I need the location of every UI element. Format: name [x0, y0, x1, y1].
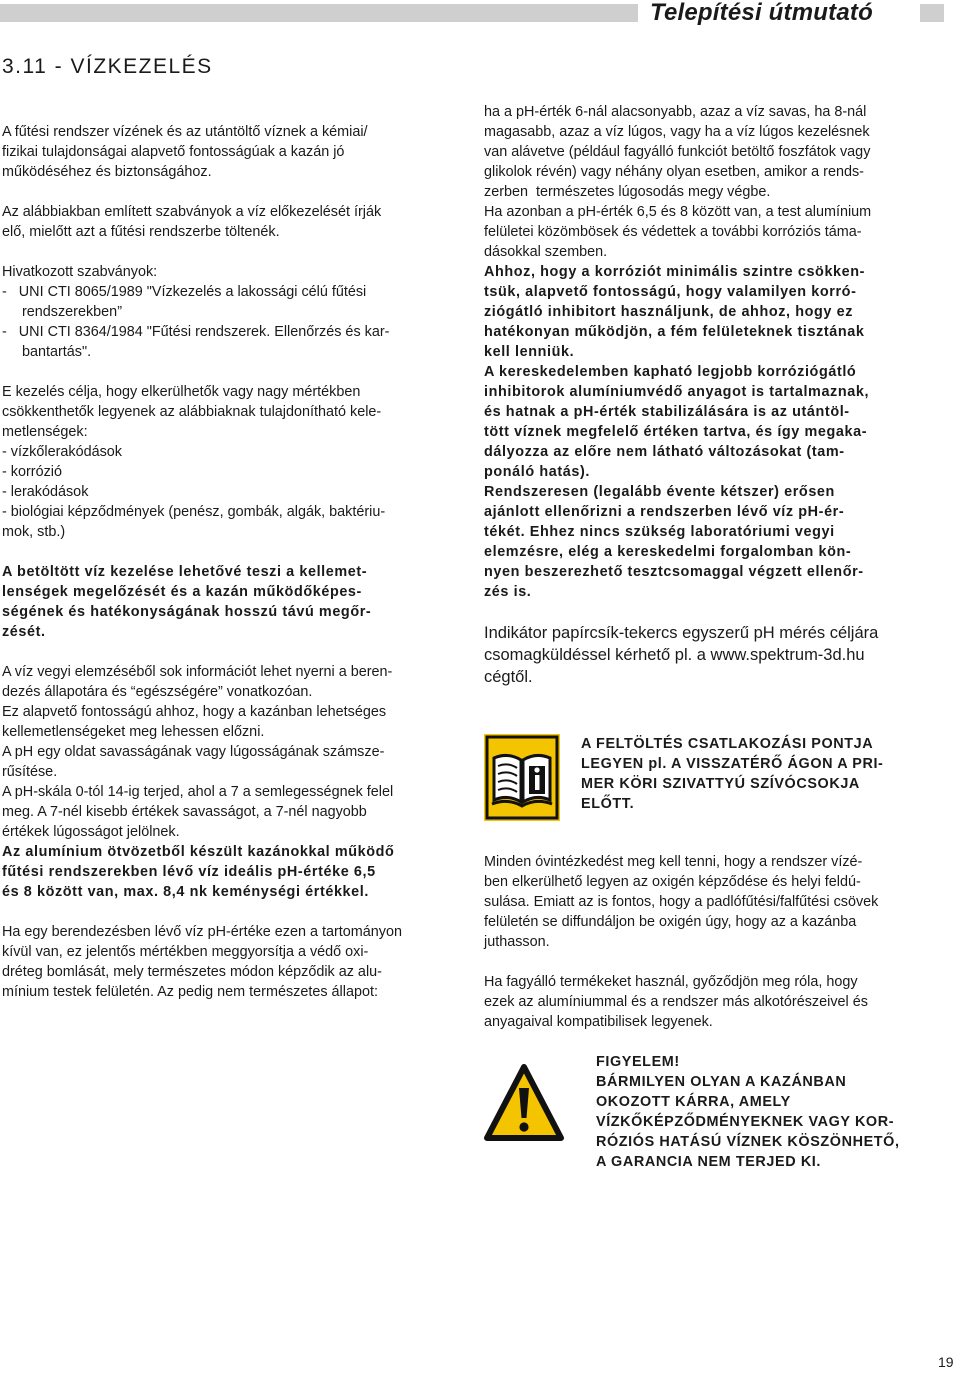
- bold-paragraph: [2, 842, 457, 902]
- note-text: [581, 734, 943, 814]
- text-line: van alávetve (például fagyálló funkciót betöltő foszfátok vagy: [484, 144, 871, 160]
- text-line: A pH egy oldat savasságának vagy lúgosságának számsze-: [2, 744, 385, 760]
- text-line: Az alumínium ötvözetből készült kazánokkal működő: [2, 844, 395, 860]
- text-line: ségének és hatékonyságának hosszú távú megőr-: [2, 604, 372, 620]
- text-line: Indikátor papírcsík-tekercs egyszerű pH mérés céljára: [484, 624, 879, 642]
- text-line: fűtési rendszerekben lévő víz ideális pH-értéke 6,5: [2, 864, 376, 880]
- text-line: bantartás".: [2, 344, 92, 360]
- text-line: felületén se diffundáljon be oxigén úgy, hogy az a kazánba: [484, 914, 857, 930]
- text-line: Ahhoz, hogy a korróziót minimális szintre csökken-: [484, 264, 866, 280]
- text-line: A kereskedelemben kapható legjobb korróziógátló: [484, 364, 857, 380]
- text-line: A pH-skála 0-tól 14-ig terjed, ahol a 7 a semlegességnek felel: [2, 784, 394, 800]
- text-line: és 8 között van, max. 8,4 nk keménységi értékkel.: [2, 884, 369, 900]
- paragraph: [2, 202, 457, 242]
- text-line: Hivatkozott szabványok:: [2, 264, 158, 280]
- header-grey-bar: [0, 4, 638, 22]
- manual-note: [484, 734, 942, 824]
- text-line: zerben természetes lúgosodás megy végbe.: [484, 184, 771, 200]
- text-line: csökkenthetők legyenek az alábbiaknak tulajdonítható kele-: [2, 404, 382, 420]
- text-line: sulása. Emiatt az is fontos, hogy a padlófűtési/falfűtési csövek: [484, 894, 879, 910]
- text-line: nyen beszerezhető tesztcsomaggal végzett ellenőr-: [484, 564, 864, 580]
- text-line: inhibitorok alumíniumvédő anyagot is tartalmaznak,: [484, 384, 870, 400]
- text-line: tsük, alapvető fontosságú, hogy valamilyen korró-: [484, 284, 857, 300]
- bold-paragraph: [2, 562, 457, 642]
- text-line: működéséhez és biztonságához.: [2, 164, 212, 180]
- text-line: MER KÖRI SZIVATTYÚ SZÍVÓCSOKJA: [581, 776, 860, 792]
- paragraph: [484, 972, 942, 1032]
- text-line: cégtől.: [484, 668, 533, 686]
- text-line: rűsítése.: [2, 764, 58, 780]
- text-line: RÓZIÓS HATÁSÚ VÍZNEK KÖSZÖNHETŐ,: [596, 1134, 900, 1150]
- paragraph: [2, 922, 457, 1002]
- text-line: ben elkerülhető legyen az oxigén képződése és helyi feldú-: [484, 874, 861, 890]
- text-line: zés is.: [484, 584, 532, 600]
- header-grey-square: [920, 4, 944, 22]
- indicator-paragraph: [484, 622, 942, 688]
- text-line: tött víznek megfelelő értéken tartva, és így megaka-: [484, 424, 868, 440]
- text-line: mínium testek felületén. Az pedig nem természetes állapot:: [2, 984, 378, 1000]
- text-line: értékek lúgosságot jelölnek.: [2, 824, 180, 840]
- text-line: OKOZOTT KÁRRA, AMELY: [596, 1094, 791, 1110]
- text-line: dezés állapotára és “egészségére” vonatkozóan.: [2, 684, 313, 700]
- text-line: elemzésre, elég a kereskedelmi forgalomban kön-: [484, 544, 852, 560]
- text-line: ha a pH-érték 6-nál alacsonyabb, azaz a víz savas, ha 8-nál: [484, 104, 867, 120]
- text-line: kívül van, ez jelentős mértékben meggyorsítja a védő oxi-: [2, 944, 369, 960]
- text-line: - korrózió: [2, 464, 62, 480]
- paragraph: [2, 382, 457, 542]
- text-line: A fűtési rendszer vízének és az utántöltő víznek a kémiai/: [2, 124, 368, 140]
- text-line: és hatnak a pH-érték stabilizálására is az utántöl-: [484, 404, 850, 420]
- text-line: LEGYEN pl. A VISSZATÉRŐ ÁGON A PRI-: [581, 756, 884, 772]
- text-line: A GARANCIA NEM TERJED KI.: [596, 1154, 822, 1170]
- right-column-lower: [484, 852, 942, 1032]
- text-line: A víz vegyi elemzéséből sok információt lehet nyerni a beren-: [2, 664, 393, 680]
- text-line: A betöltött víz kezelése lehetővé teszi a kellemet-: [2, 564, 368, 580]
- text-line: dásokkal szemben.: [484, 244, 608, 260]
- text-line: rendszerekben”: [2, 304, 122, 320]
- paragraph: [2, 122, 457, 182]
- text-line: elő, mielőtt azt a fűtési rendszerbe töltenék.: [2, 224, 280, 240]
- text-line: BÁRMILYEN OLYAN A KAZÁNBAN: [596, 1074, 847, 1090]
- text-line: kellemetlenségeket meg lehessen előzni.: [2, 724, 265, 740]
- paragraph: [484, 102, 942, 262]
- text-line: ezek az alumíniummal és a rendszer más alkotórészeivel és: [484, 994, 868, 1010]
- text-line: magasabb, azaz a víz lúgos, vagy ha a víz lúgos kezelésnek: [484, 124, 870, 140]
- text-line: Rendszeresen (legalább évente kétszer) erősen: [484, 484, 835, 500]
- text-line: - UNI CTI 8065/1989 "Vízkezelés a lakossági célú fűtési: [2, 284, 367, 300]
- text-line: - lerakódások: [2, 484, 89, 500]
- text-line: mok, stb.): [2, 524, 66, 540]
- warning-note: [484, 1052, 942, 1172]
- left-column: [2, 122, 457, 1002]
- section-title: 3.11 - VÍZKEZELÉS: [2, 55, 213, 78]
- text-line: glikolok révén) vagy néhány olyan esetben, amikor a rends-: [484, 164, 864, 180]
- right-column: [484, 102, 942, 688]
- text-line: felületei közömbösek és védettek a további korróziós táma-: [484, 224, 862, 240]
- paragraph: [484, 852, 942, 952]
- text-line: Ha fagyálló termékeket használ, győződjön meg róla, hogy: [484, 974, 858, 990]
- page-number: 19: [938, 1354, 954, 1370]
- text-line: ziógátló inhibitort használjunk, de ahhoz, hogy ez: [484, 304, 853, 320]
- text-line: lenségek megelőzését és a kazán működőképes-: [2, 584, 362, 600]
- warning-text: [596, 1052, 942, 1172]
- text-line: Ha egy berendezésben lévő víz pH-értéke ezen a tartományon: [2, 924, 402, 940]
- text-line: meg. A 7-nél kisebb értékek savasságot, a 7-nél nagyobb: [2, 804, 367, 820]
- text-line: VÍZKŐKÉPZŐDMÉNYEKNEK VAGY KOR-: [596, 1114, 895, 1130]
- text-line: fizikai tulajdonságai alapvető fontosságúak a kazán jó: [2, 144, 345, 160]
- text-line: Az alábbiakban említett szabványok a víz előkezelését írják: [2, 204, 382, 220]
- text-line: csomagküldéssel kérhető pl. a www.spektrum-3d.hu: [484, 646, 865, 664]
- text-line: ponáló hatás).: [484, 464, 590, 480]
- text-line: tékét. Ehhez nincs szükség laboratóriumi vegyi: [484, 524, 835, 540]
- bold-paragraph: [484, 262, 942, 602]
- text-line: - vízkőlerakódások: [2, 444, 122, 460]
- text-line: dályozza az előre nem látható változásokat (tam-: [484, 444, 845, 460]
- text-line: ELŐTT.: [581, 796, 635, 812]
- book-info-icon: [484, 734, 560, 821]
- text-line: kell lenniük.: [484, 344, 575, 360]
- text-line: - UNI CTI 8364/1984 "Fűtési rendszerek. Ellenőrzés és kar-: [2, 324, 390, 340]
- paragraph: [2, 662, 457, 842]
- warning-triangle-icon: [484, 1064, 564, 1144]
- text-line: Minden óvintézkedést meg kell tenni, hogy a rendszer vízé-: [484, 854, 863, 870]
- text-line: anyagaival kompatibilisek legyenek.: [484, 1014, 713, 1030]
- text-line: FIGYELEM!: [596, 1054, 680, 1070]
- page-header: [0, 0, 960, 24]
- text-line: zését.: [2, 624, 46, 640]
- text-line: - biológiai képződmények (penész, gombák, algák, baktériu-: [2, 504, 386, 520]
- text-line: Ez alapvető fontosságú ahhoz, hogy a kazánban lehetséges: [2, 704, 387, 720]
- text-line: Ha azonban a pH-érték 6,5 és 8 között van, a test alumínium: [484, 204, 872, 220]
- text-line: metlenségek:: [2, 424, 88, 440]
- standards-list: [2, 262, 457, 362]
- text-line: A FELTÖLTÉS CSATLAKOZÁSI PONTJA: [581, 736, 874, 752]
- text-line: ajánlott ellenőrizni a rendszerben lévő víz pH-ér-: [484, 504, 845, 520]
- text-line: E kezelés célja, hogy elkerülhetők vagy nagy mértékben: [2, 384, 361, 400]
- header-title: Telepítési útmutató: [650, 0, 873, 26]
- text-line: juthasson.: [484, 934, 550, 950]
- text-line: dréteg bomlását, mely természetes módon képződik az alu-: [2, 964, 382, 980]
- text-line: hatékonyan működjön, a fém felületeknek tisztának: [484, 324, 865, 340]
